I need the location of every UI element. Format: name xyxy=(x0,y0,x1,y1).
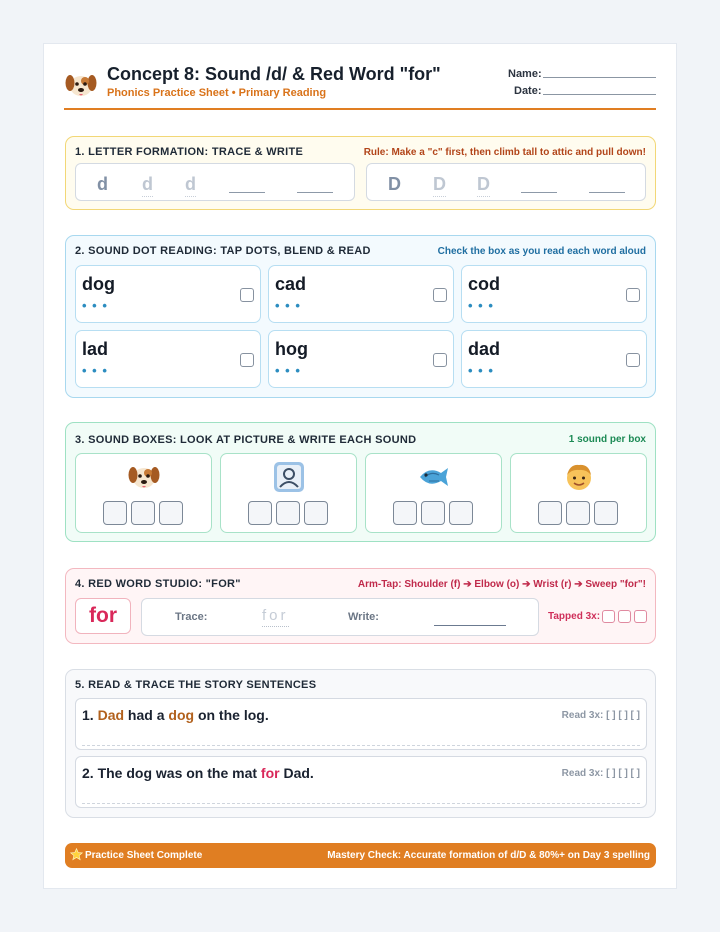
trace-word[interactable]: for xyxy=(262,607,289,624)
sentence-text: 2. The dog was on the mat for Dad. xyxy=(82,765,314,781)
word: dog xyxy=(82,274,115,294)
word: hog xyxy=(275,339,308,359)
section-title: 1. LETTER FORMATION: TRACE & WRITE xyxy=(75,146,304,158)
dog-face-icon xyxy=(127,460,161,494)
trace-letter: d xyxy=(185,174,196,195)
red-word-highlight: for xyxy=(260,765,280,781)
section-title: 3. SOUND BOXES: LOOK AT PICTURE & WRITE EACH SOUND xyxy=(75,434,417,446)
header-divider xyxy=(64,108,656,110)
footer-bar xyxy=(65,843,656,868)
arm-tap-instructions: Arm-Tap: Shoulder (f) ➔ Elbow (o) ➔ Wrist (r) ➔ Sweep "for"! xyxy=(357,579,646,590)
worksheet xyxy=(43,43,677,889)
read-checkbox[interactable] xyxy=(433,353,447,367)
read-checkbox[interactable] xyxy=(240,353,254,367)
tapped-label: Tapped 3x: xyxy=(548,611,601,622)
read-checkbox[interactable] xyxy=(433,288,447,302)
star-icon xyxy=(70,848,83,861)
highlight-word: dog xyxy=(168,707,195,723)
tap-checkbox[interactable] xyxy=(618,610,631,623)
name-label: Name: xyxy=(508,68,542,80)
name-field[interactable] xyxy=(543,77,656,78)
sound-box[interactable] xyxy=(304,501,328,525)
completion-label: Practice Sheet Complete xyxy=(85,850,203,861)
date-field[interactable] xyxy=(543,94,656,95)
sound-box[interactable] xyxy=(276,501,300,525)
trace-line[interactable] xyxy=(82,803,640,804)
read-3x-checkboxes[interactable]: Read 3x: [ ] [ ] [ ] xyxy=(561,768,640,779)
trace-letter: D xyxy=(388,174,401,194)
word: cad xyxy=(275,274,307,294)
picture-card xyxy=(365,453,502,533)
uppercase-trace-box[interactable] xyxy=(366,163,646,201)
sound-box[interactable] xyxy=(421,501,445,525)
write-line[interactable] xyxy=(521,192,557,193)
word: lad xyxy=(82,339,109,359)
section-title: 4. RED WORD STUDIO: "FOR" xyxy=(75,578,241,590)
sentence-card xyxy=(75,698,647,750)
word: dad xyxy=(468,339,501,359)
trace-letter: d xyxy=(142,174,153,195)
lowercase-trace-box[interactable] xyxy=(75,163,355,201)
read-checkbox[interactable] xyxy=(626,353,640,367)
picture-card xyxy=(75,453,212,533)
highlight-word: Dad xyxy=(97,707,125,723)
tap-checkbox[interactable] xyxy=(634,610,647,623)
sound-box[interactable] xyxy=(393,501,417,525)
trace-letter: D xyxy=(433,174,446,195)
trace-label: Trace: xyxy=(175,611,208,623)
sound-box[interactable] xyxy=(566,501,590,525)
date-label: Date: xyxy=(514,85,542,97)
section-note: Check the box as you read each word aloud xyxy=(437,246,646,257)
read-checkbox[interactable] xyxy=(240,288,254,302)
sound-box[interactable] xyxy=(103,501,127,525)
word-card xyxy=(268,330,454,388)
person-portrait-icon xyxy=(272,460,306,494)
trace-write-box xyxy=(141,598,539,636)
sound-box[interactable] xyxy=(159,501,183,525)
section-title: 5. READ & TRACE THE STORY SENTENCES xyxy=(75,679,317,691)
red-word-studio-section xyxy=(65,568,656,644)
write-line[interactable] xyxy=(229,192,265,193)
word-card xyxy=(75,330,261,388)
word-card xyxy=(75,265,261,323)
sound-boxes-section xyxy=(65,422,656,542)
fish-icon xyxy=(417,460,451,494)
trace-letter: D xyxy=(477,174,490,195)
sound-dots: • • • xyxy=(468,363,494,378)
section-note: 1 sound per box xyxy=(568,434,646,445)
trace-line[interactable] xyxy=(82,745,640,746)
read-3x-checkboxes[interactable]: Read 3x: [ ] [ ] [ ] xyxy=(561,710,640,721)
sentence-text: 1. Dad had a dog on the log. xyxy=(82,707,269,723)
write-line[interactable] xyxy=(297,192,333,193)
sound-dots: • • • xyxy=(82,363,108,378)
sound-box[interactable] xyxy=(594,501,618,525)
sound-dots: • • • xyxy=(468,298,494,313)
boy-face-icon xyxy=(562,460,596,494)
sound-dots: • • • xyxy=(82,298,108,313)
sentence-card xyxy=(75,756,647,808)
sound-box[interactable] xyxy=(449,501,473,525)
section-title: 2. SOUND DOT READING: TAP DOTS, BLEND & READ xyxy=(75,245,371,257)
picture-card xyxy=(510,453,647,533)
section-rule: Rule: Make a "c" first, then climb tall to attic and pull down! xyxy=(363,147,646,158)
word-card xyxy=(461,330,647,388)
page-title: Concept 8: Sound /d/ & Red Word "for" xyxy=(107,64,441,84)
tap-checkbox[interactable] xyxy=(602,610,615,623)
word-card xyxy=(268,265,454,323)
word: cod xyxy=(468,274,501,294)
read-checkbox[interactable] xyxy=(626,288,640,302)
story-sentences-section xyxy=(65,669,656,818)
sound-box[interactable] xyxy=(538,501,562,525)
letter-formation-section xyxy=(65,136,656,210)
sound-dots: • • • xyxy=(275,298,301,313)
sound-box[interactable] xyxy=(131,501,155,525)
picture-card xyxy=(220,453,357,533)
mastery-check: Mastery Check: Accurate formation of d/D & 80%+ on Day 3 spelling xyxy=(327,850,650,861)
write-line[interactable] xyxy=(589,192,625,193)
write-line[interactable] xyxy=(434,625,506,626)
word-card xyxy=(461,265,647,323)
sound-dot-reading-section xyxy=(65,235,656,398)
page-subtitle: Phonics Practice Sheet • Primary Reading xyxy=(107,87,327,99)
write-label: Write: xyxy=(348,611,379,623)
sound-box[interactable] xyxy=(248,501,272,525)
sound-dots: • • • xyxy=(275,363,301,378)
dog-face-icon xyxy=(64,68,98,102)
trace-letter: d xyxy=(97,174,108,194)
red-word: for xyxy=(75,598,131,634)
